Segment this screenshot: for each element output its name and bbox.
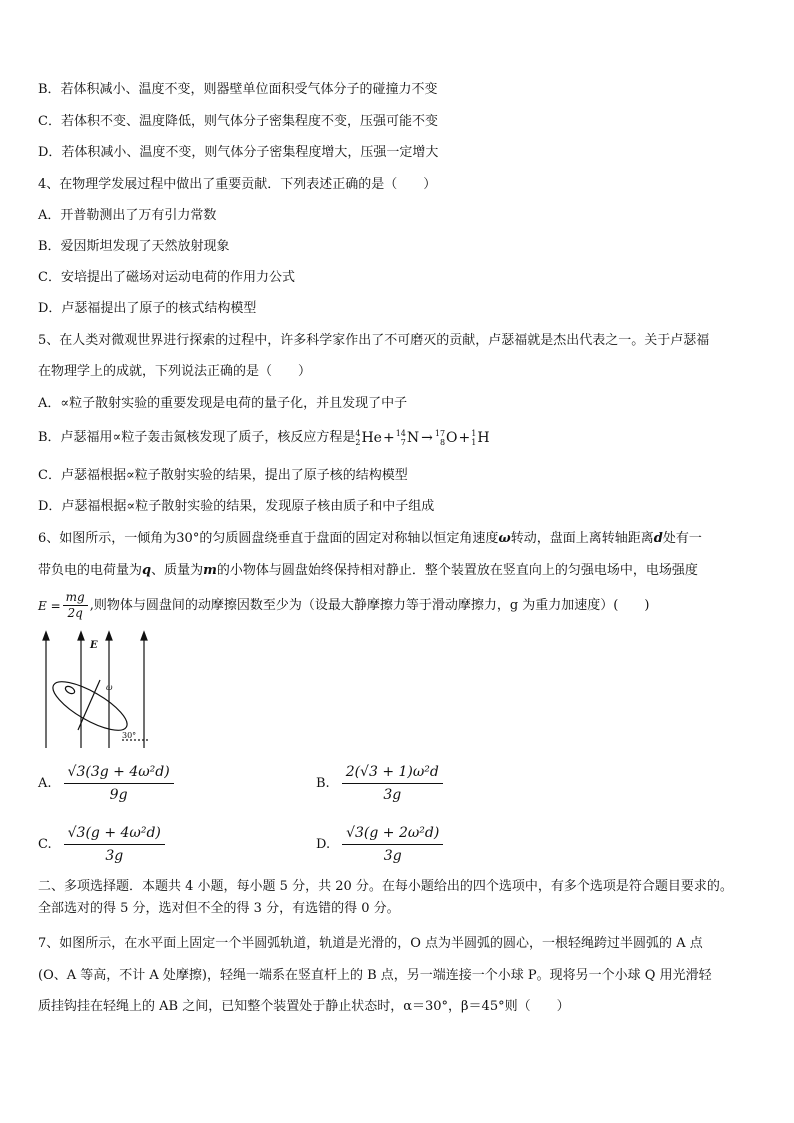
tilted-disk (47, 673, 137, 740)
o-mass-number: 17 (434, 429, 446, 438)
q6-option-c-numerator: √3(g + 4ω²d) (64, 824, 165, 845)
o-symbol: O (446, 430, 458, 446)
d-symbol: d (653, 531, 663, 546)
q6-option-a-denominator: 9g (109, 787, 128, 803)
e-field-fraction (63, 590, 88, 621)
q3-option-c: C．若体积不变、温度降低，则气体分子密集程度不变，压强可能不变 (38, 114, 438, 129)
o-atomic-number: 8 (439, 438, 446, 447)
q4-option-b: B．爱因斯坦发现了天然放射现象 (38, 239, 230, 254)
field-arrow-2 (78, 632, 84, 640)
m-symbol: m (203, 563, 217, 578)
q6-option-c-label: C. (38, 837, 52, 852)
he-symbol: He (361, 430, 382, 446)
q5-option-d: D．卢瑟福根据∝粒子散射实验的结果，发现原子核由质子和中子组成 (38, 499, 435, 514)
q6-stem1-c: 处有一 (662, 531, 702, 546)
h-symbol: H (477, 430, 490, 446)
q6-option-c-fraction (64, 824, 165, 865)
figure-angle-label: 30° (122, 731, 137, 740)
q6-option-a-numerator: √3(3g + 4ω²d) (64, 763, 174, 784)
q6-option-c-denominator: 3g (105, 848, 124, 864)
q4-option-a: A．开普勒测出了万有引力常数 (38, 208, 217, 223)
q3-option-d: D．若体积减小、温度不变，则气体分子密集程度增大，压强一定增大 (38, 145, 439, 160)
n-symbol: N (406, 430, 420, 446)
q6-stem2-c: 的小物体与圆盘始终保持相对静止．整个装置放在竖直向上的匀强电场中，电场强度 (216, 563, 698, 578)
q6-option-a (38, 763, 174, 804)
q7-line2: (O、A 等高，不计 A 处摩擦)，轻绳一端系在竖直杆上的 B 点，另一端连接一个小球 P。现将另一个小球 Q 用光滑轻 (38, 968, 712, 983)
q4-option-c: C．安培提出了磁场对运动电荷的作用力公式 (38, 270, 295, 285)
section-2-line2: 全部选对的得 5 分，选对但不全的得 3 分，有选错的得 0 分。 (38, 901, 400, 916)
q6-stem-line1 (38, 530, 702, 548)
plus-sign-2: + (458, 430, 471, 446)
q6-stem2-b: 、质量为 (151, 563, 204, 578)
q7-line1: 7、如图所示，在水平面上固定一个半圆弧轨道，轨道是光滑的，O 点为半圆弧的圆心，一根轻绳跨过半圆弧的 A 点 (38, 936, 703, 951)
q6-option-d-fraction (342, 824, 443, 865)
q4-option-d: D．卢瑟福提出了原子的核式结构模型 (38, 301, 257, 316)
n-mass-number: 14 (395, 429, 406, 438)
q5-option-b-text: B．卢瑟福用∝粒子轰击氮核发现了质子，核反应方程是 (38, 430, 356, 445)
q6-stem1-a: 6、如图所示，一倾角为30°的匀质圆盘绕垂直于盘面的固定对称轴以恒定角速度 (38, 531, 499, 546)
h-mass-number: 1 (471, 429, 477, 438)
q6-option-d-label: D. (316, 837, 331, 852)
q6-option-b (316, 763, 443, 804)
nuclear-equation (355, 429, 489, 447)
q6-option-b-fraction (342, 763, 443, 804)
e-field-label: E = (38, 598, 61, 613)
q6-stem2-a: 带负电的电荷量为 (38, 563, 143, 578)
figure-e-label: E (90, 640, 98, 651)
q5-stem-line2: 在物理学上的成就，下列说法正确的是（ ） (38, 364, 312, 379)
q6-option-b-numerator: 2(√3 + 1)ω²d (342, 763, 443, 784)
q6-option-d-numerator: √3(g + 2ω²d) (342, 824, 443, 845)
q6-option-b-label: B. (316, 776, 330, 791)
q6-option-b-denominator: 3g (383, 787, 402, 803)
q5-option-b (38, 429, 490, 447)
reaction-arrow: → (421, 430, 433, 446)
small-object (64, 685, 76, 695)
q6-option-a-label: A. (38, 776, 52, 791)
e-field-numerator: mg (63, 590, 88, 606)
field-arrow-4 (141, 632, 147, 640)
e-field-denominator: 2q (67, 606, 83, 620)
field-arrow-3 (106, 632, 112, 640)
q6-figure (38, 630, 158, 755)
q6-option-a-fraction (64, 763, 174, 804)
omega-symbol: ω (498, 531, 511, 546)
plus-sign: + (382, 430, 395, 446)
q7-line3: 质挂钩挂在轻绳上的 AB 之间，已知整个装置处于静止状态时，α＝30°，β＝45°则（ ） (38, 999, 570, 1014)
q6-option-d-denominator: 3g (383, 848, 402, 864)
q6-option-c (38, 824, 165, 865)
figure-omega-label: ω (106, 683, 113, 692)
q6-stem3-text: ,则物体与圆盘间的动摩擦因数至少为（设最大静摩擦力等于滑动摩擦力，g 为重力加速度）( ) (89, 597, 650, 613)
q-symbol: q (142, 563, 152, 578)
he-atomic-number: 2 (355, 438, 361, 447)
q6-stem1-b: 转动，盘面上离转轴距离 (510, 531, 654, 546)
q5-option-a: A．∝粒子散射实验的重要发现是电荷的量子化，并且发现了中子 (38, 396, 408, 411)
q3-option-b: B．若体积减小、温度不变，则器壁单位面积受气体分子的碰撞力不变 (38, 82, 438, 97)
q5-option-c: C．卢瑟福根据∝粒子散射实验的结果，提出了原子核的结构模型 (38, 468, 408, 483)
q5-stem-line1: 5、在人类对微观世界进行探索的过程中，许多科学家作出了不可磨灭的贡献，卢瑟福就是杰出代表之一。关于卢瑟福 (38, 333, 710, 348)
q4-stem: 4、在物理学发展过程中做出了重要贡献．下列表述正确的是（ ） (38, 177, 437, 192)
q6-stem-line3 (38, 590, 649, 621)
section-2-line1: 二、多项选择题．本题共 4 小题，每小题 5 分，共 20 分。在每小题给出的四个选项中，有多个选项是符合题目要求的。 (38, 879, 733, 894)
h-atomic-number: 1 (471, 438, 477, 447)
he-mass-number: 4 (355, 429, 361, 438)
n-atomic-number: 7 (400, 438, 406, 447)
field-arrow-1 (43, 632, 49, 640)
q6-option-d (316, 824, 443, 865)
q6-stem-line2 (38, 562, 698, 580)
